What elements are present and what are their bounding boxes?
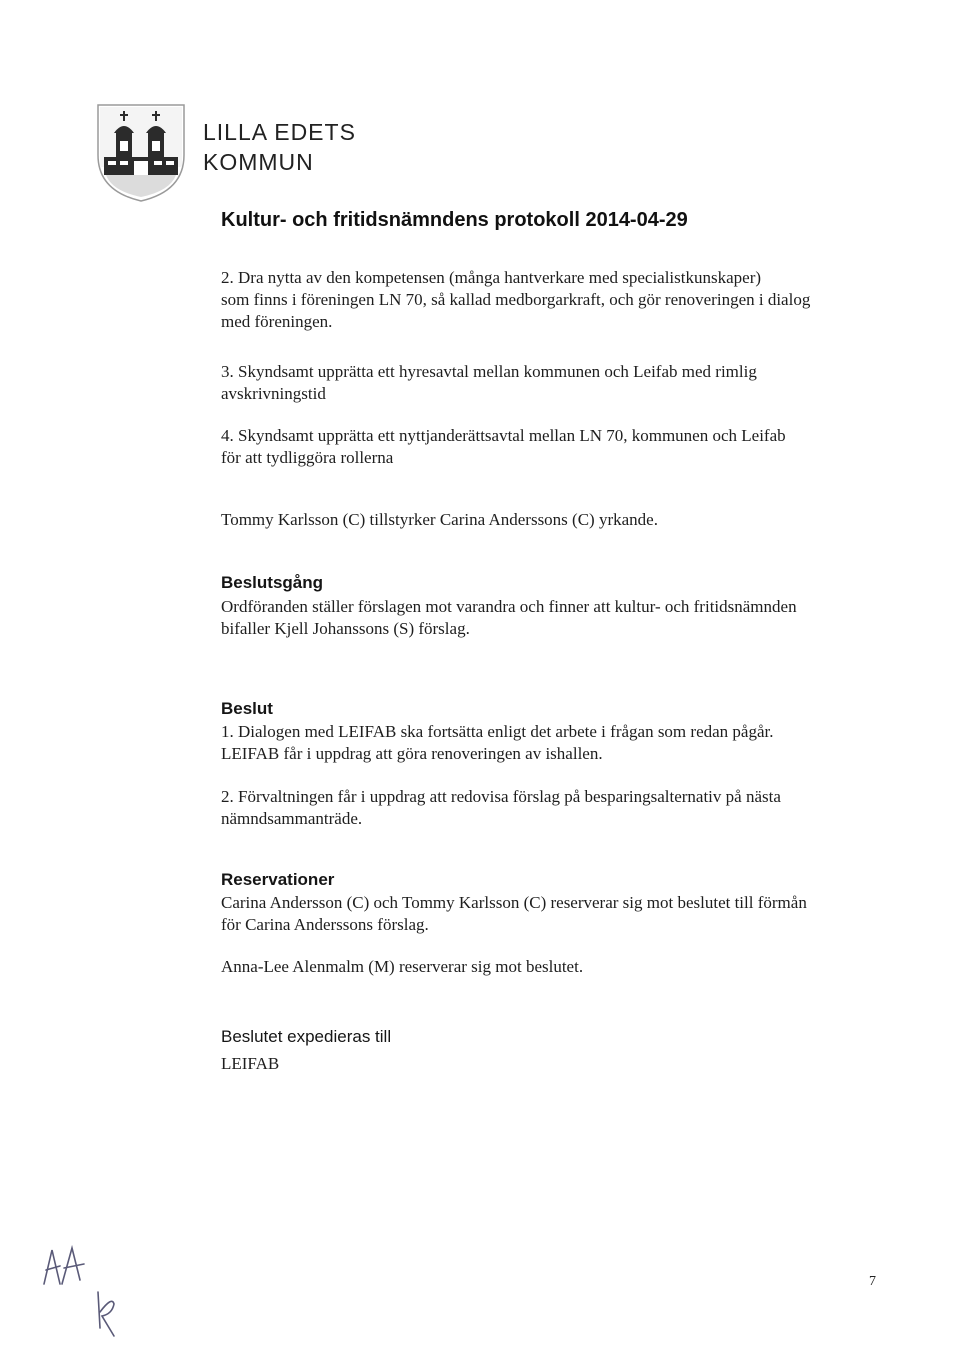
text-line: LEIFAB <box>221 1054 280 1073</box>
text-line: 4. Skyndsamt upprätta ett nyttjanderättsavtal mellan LN 70, kommunen och Leifab <box>221 426 786 445</box>
text-line: 2. Förvaltningen får i uppdrag att redovisa förslag på besparingsalternativ på nästa <box>221 787 781 806</box>
reservation-text <box>221 892 871 936</box>
proposal-item-3 <box>221 361 871 405</box>
beslutsgang-text <box>221 596 871 640</box>
text-line: 2. Dra nytta av den kompetensen (många hantverkare med specialistkunskaper) <box>221 268 762 287</box>
text-line: med föreningen. <box>221 312 333 331</box>
text-line: LEIFAB får i uppdrag att göra renoveringen av ishallen. <box>221 744 603 763</box>
beslut-heading: Beslut <box>221 699 273 718</box>
text-line: som finns i föreningen LN 70, så kallad medborgarkraft, och gör renoveringen i dialog <box>221 290 811 309</box>
municipality-name-line1: LILLA EDETS <box>203 119 356 145</box>
municipality-name-line2: KOMMUN <box>203 149 314 175</box>
text-line: nämndsammanträde. <box>221 809 363 828</box>
support-statement <box>221 509 871 531</box>
text-line: för att tydliggöra rollerna <box>221 448 394 467</box>
decision-item-1 <box>221 721 871 765</box>
page-number: 7 <box>869 1274 876 1289</box>
proposal-item-2 <box>221 267 871 333</box>
municipality-name <box>203 117 356 177</box>
decision-item-2 <box>221 786 871 830</box>
coat-of-arms-logo <box>96 103 186 203</box>
expedieras-recipient <box>221 1053 871 1075</box>
text-line: Ordföranden ställer förslagen mot varandra och finner att kultur- och fritidsnämnden <box>221 597 797 616</box>
text-line: Carina Andersson (C) och Tommy Karlsson (C) reserverar sig mot beslutet till förmån <box>221 893 807 912</box>
text-line: Anna-Lee Alenmalm (M) reserverar sig mot beslutet. <box>221 957 584 976</box>
expedieras-heading: Beslutet expedieras till <box>221 1027 392 1046</box>
beslutsgang-heading: Beslutsgång <box>221 573 324 592</box>
reservationer-heading: Reservationer <box>221 870 335 889</box>
text-line: 3. Skyndsamt upprätta ett hyresavtal mellan kommunen och Leifab med rimlig <box>221 362 757 381</box>
text-line: bifaller Kjell Johanssons (S) förslag. <box>221 619 470 638</box>
text-line: 1. Dialogen med LEIFAB ska fortsätta enligt det arbete i frågan som redan pågår. <box>221 722 774 741</box>
handwritten-initials <box>40 1240 160 1340</box>
text-line: för Carina Anderssons förslag. <box>221 915 429 934</box>
text-line: Tommy Karlsson (C) tillstyrker Carina Anderssons (C) yrkande. <box>221 510 658 529</box>
text-line: avskrivningstid <box>221 384 326 403</box>
reservation-second <box>221 956 871 978</box>
document-title: Kultur- och fritidsnämndens protokoll 2014-04-29 <box>221 209 688 231</box>
proposal-item-4 <box>221 425 871 469</box>
